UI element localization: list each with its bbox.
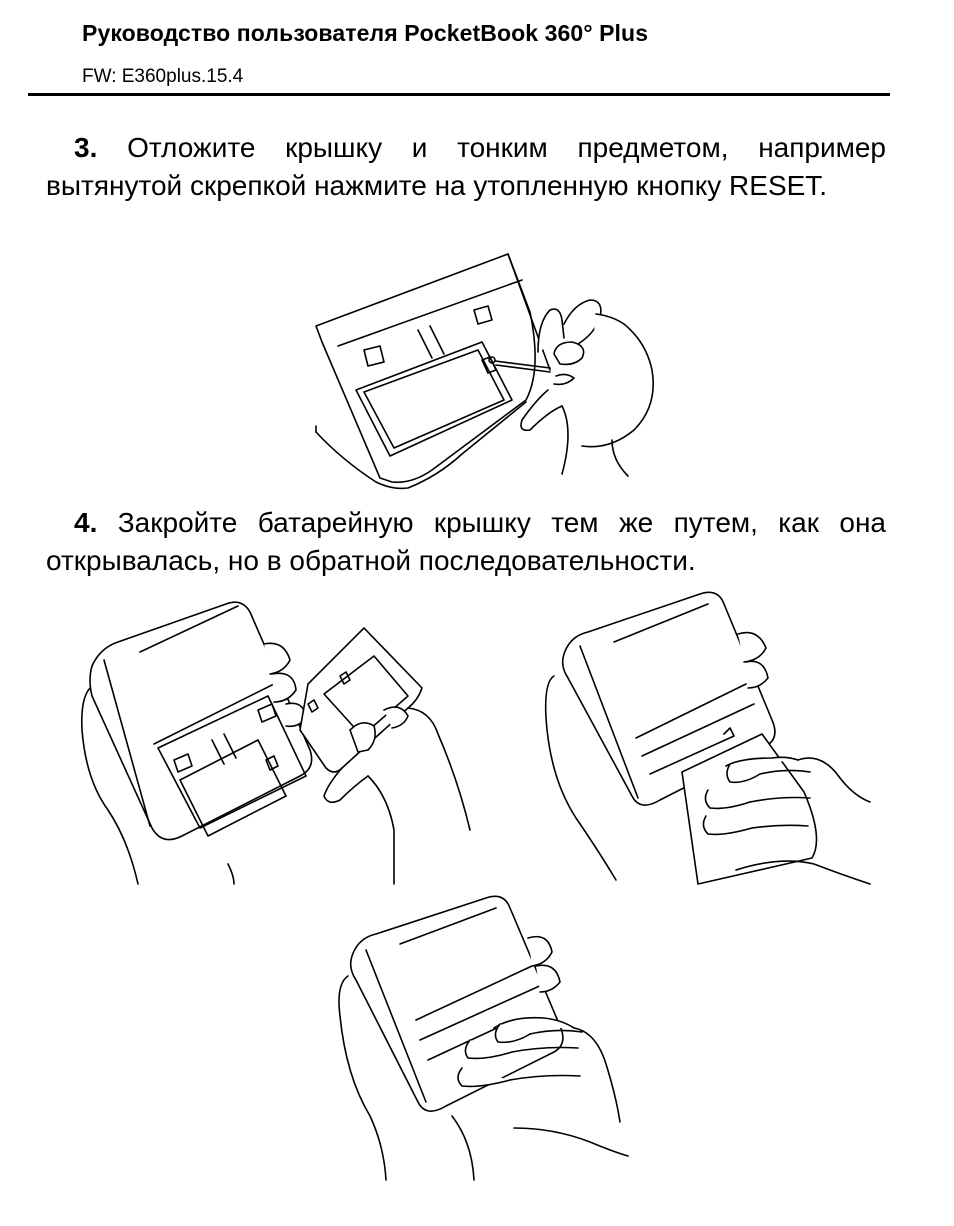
slide-cover-illustration <box>540 588 880 888</box>
press-cover-illustration <box>334 896 634 1186</box>
step-4-number: 4. <box>74 507 98 538</box>
firmware-version: FW: E360plus.15.4 <box>82 66 244 87</box>
header-divider <box>28 93 890 96</box>
reset-illustration <box>312 250 662 495</box>
insert-cover-illustration <box>78 600 478 890</box>
step-3-paragraph <box>46 129 886 204</box>
page-header-title: Руководство пользователя PocketBook 360° Plus <box>82 20 649 46</box>
step-3-number: 3. <box>74 132 98 163</box>
step-4-text: Закройте батарейную крышку тем же путем, как она открывалась, но в обратной последовательности. <box>46 507 887 576</box>
step-4-paragraph <box>46 504 886 579</box>
step-3-text: Отложите крышку и тонким предметом, например вытянутой скрепкой нажмите на утопленную кнопку RESET. <box>46 132 887 201</box>
